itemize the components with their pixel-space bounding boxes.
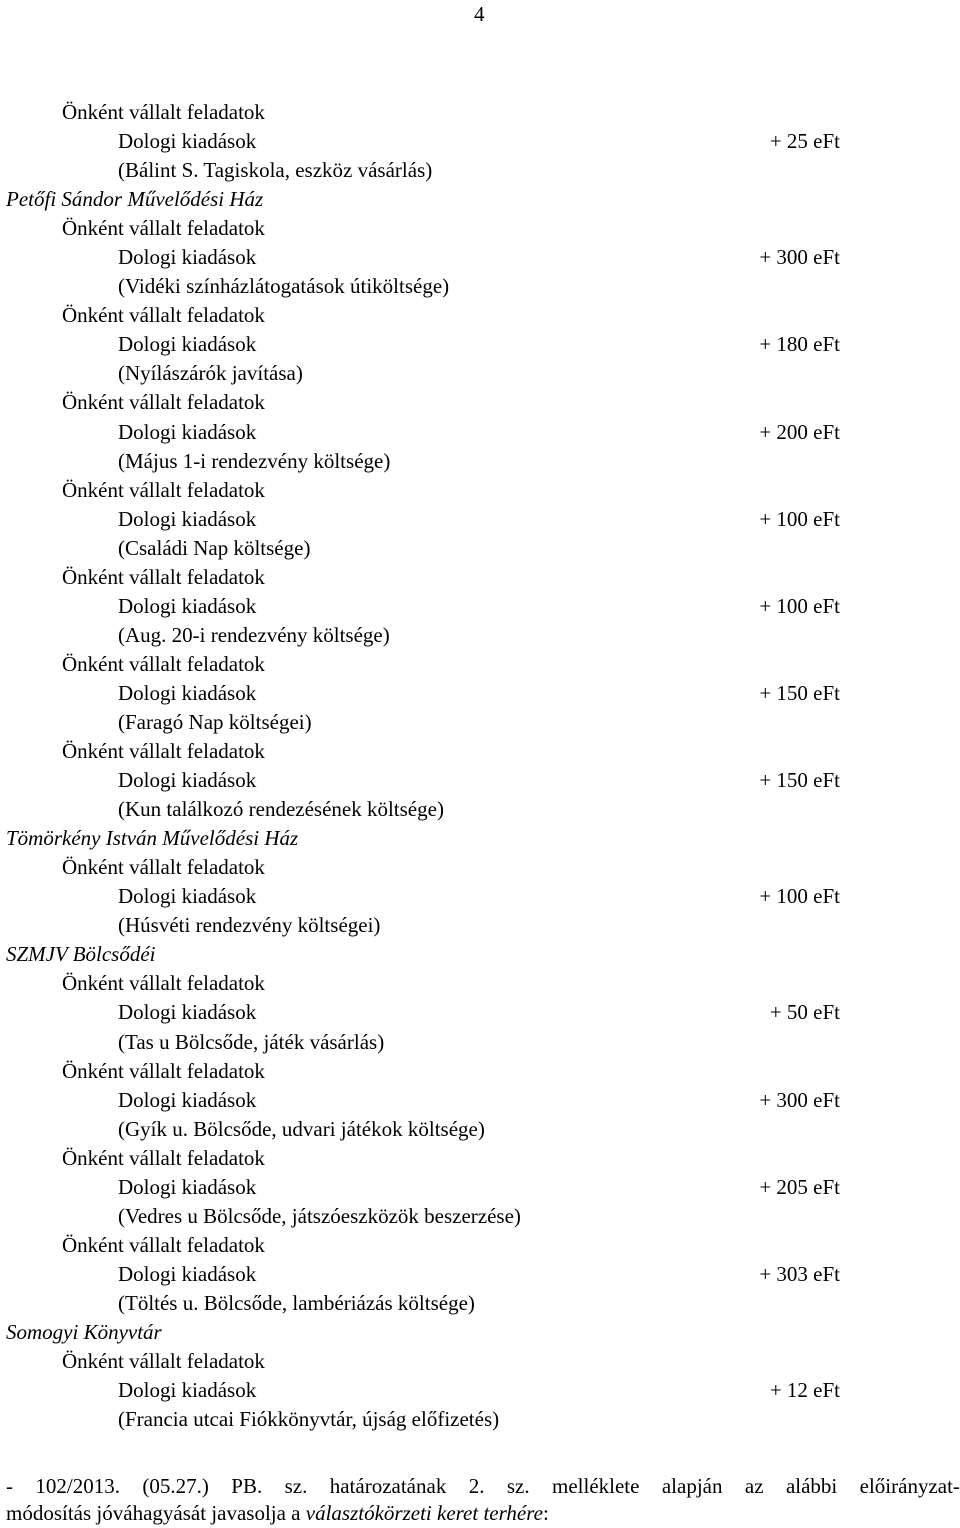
expense-description: (Gyík u. Bölcsőde, udvari játékok költsége): [118, 1116, 485, 1141]
expense-amount: + 100 eFt: [759, 506, 840, 531]
footer-word: az: [744, 1474, 764, 1498]
footer-line-1: [6, 1472, 960, 1499]
expense-description: (Bálint S. Tagiskola, eszköz vásárlás): [118, 158, 433, 183]
expense-type: Dologi kiadások: [118, 884, 257, 909]
expense-amount: + 50 eFt: [769, 1000, 840, 1025]
footer-word: sz.: [284, 1474, 308, 1498]
task-category: Önként vállalt feladatok: [62, 216, 265, 241]
entry-row-note: [0, 534, 960, 563]
expense-description: (Húsvéti rendezvény költségei): [118, 913, 381, 938]
entry-row-task: [0, 563, 960, 592]
entry-row-org: [0, 824, 960, 853]
entry-row-item: [0, 127, 960, 156]
expense-amount: + 180 eFt: [759, 332, 840, 357]
task-category: Önként vállalt feladatok: [62, 1145, 265, 1170]
expense-description: (Kun találkozó rendezésének költsége): [118, 797, 444, 822]
entry-row-task: [0, 853, 960, 882]
expense-type: Dologi kiadások: [118, 593, 257, 618]
entry-row-task: [0, 388, 960, 417]
expense-type: Dologi kiadások: [118, 332, 257, 357]
entry-row-task: [0, 214, 960, 243]
entry-row-task: [0, 301, 960, 330]
expense-description: (Francia utcai Fiókkönyvtár, újság előfizetés): [118, 1407, 500, 1432]
expense-description: (Aug. 20-i rendezvény költsége): [118, 622, 390, 647]
entry-row-task: [0, 737, 960, 766]
entry-row-note: [0, 708, 960, 737]
expense-amount: + 100 eFt: [759, 593, 840, 618]
expense-type: Dologi kiadások: [118, 245, 257, 270]
expense-type: Dologi kiadások: [118, 129, 257, 154]
expense-description: (Töltés u. Bölcsőde, lambériázás költsége): [118, 1290, 475, 1315]
task-category: Önként vállalt feladatok: [62, 739, 265, 764]
entry-row-note: [0, 1405, 960, 1434]
entry-row-item: [0, 1376, 960, 1405]
footer-line-2-plain: módosítás jóváhagyását javasolja a: [6, 1501, 306, 1525]
budget-entry-list: [0, 98, 960, 1434]
entry-row-note: [0, 1115, 960, 1144]
footer-word: 2.: [468, 1474, 485, 1498]
footer-word: sz.: [506, 1474, 530, 1498]
entry-row-note: [0, 795, 960, 824]
entry-row-task: [0, 1144, 960, 1173]
entry-row-item: [0, 1260, 960, 1289]
entry-row-task: [0, 476, 960, 505]
page-number: 4: [474, 2, 485, 26]
entry-row-task: [0, 969, 960, 998]
entry-row-note: [0, 1289, 960, 1318]
expense-amount: + 100 eFt: [759, 884, 840, 909]
expense-amount: + 150 eFt: [759, 768, 840, 793]
footer-word: alapján: [661, 1474, 723, 1498]
entry-row-item: [0, 330, 960, 359]
entry-row-item: [0, 592, 960, 621]
expense-description: (Családi Nap költsége): [118, 535, 311, 560]
footer-word: alábbi: [785, 1474, 838, 1498]
expense-amount: + 205 eFt: [759, 1174, 840, 1199]
task-category: Önként vállalt feladatok: [62, 1058, 265, 1083]
entry-row-note: [0, 1028, 960, 1057]
expense-amount: + 25 eFt: [769, 129, 840, 154]
institution-name: Somogyi Könyvtár: [6, 1319, 162, 1344]
entry-row-org: [0, 1318, 960, 1347]
expense-description: (Vedres u Bölcsőde, játszóeszközök beszerzése): [118, 1203, 521, 1228]
footer-word: 102/2013.: [35, 1474, 120, 1498]
expense-amount: + 12 eFt: [769, 1378, 840, 1403]
footer-word: (05.27.): [142, 1474, 209, 1498]
entry-row-item: [0, 679, 960, 708]
expense-description: (Faragó Nap költségei): [118, 709, 312, 734]
entry-row-item: [0, 882, 960, 911]
expense-type: Dologi kiadások: [118, 768, 257, 793]
expense-amount: + 150 eFt: [759, 680, 840, 705]
expense-amount: + 300 eFt: [759, 1087, 840, 1112]
task-category: Önként vállalt feladatok: [62, 390, 265, 415]
entry-row-task: [0, 1347, 960, 1376]
entry-row-item: [0, 1173, 960, 1202]
expense-amount: + 300 eFt: [759, 245, 840, 270]
expense-type: Dologi kiadások: [118, 1087, 257, 1112]
entry-row-item: [0, 505, 960, 534]
institution-name: Petőfi Sándor Művelődési Ház: [6, 187, 264, 212]
expense-amount: + 303 eFt: [759, 1261, 840, 1286]
expense-type: Dologi kiadások: [118, 1261, 257, 1286]
footer-text: [6, 1472, 960, 1526]
expense-description: (Vidéki színházlátogatások útiköltsége): [118, 274, 450, 299]
entry-row-note: [0, 911, 960, 940]
entry-row-note: [0, 156, 960, 185]
task-category: Önként vállalt feladatok: [62, 303, 265, 328]
task-category: Önként vállalt feladatok: [62, 1349, 265, 1374]
task-category: Önként vállalt feladatok: [62, 477, 265, 502]
entry-row-item: [0, 418, 960, 447]
footer-word: határozatának: [329, 1474, 447, 1498]
footer-word: -: [6, 1474, 13, 1498]
entry-row-item: [0, 243, 960, 272]
entry-row-note: [0, 1202, 960, 1231]
entry-row-item: [0, 998, 960, 1027]
institution-name: SZMJV Bölcsődéi: [6, 942, 156, 967]
task-category: Önként vállalt feladatok: [62, 100, 265, 124]
footer-word: PB.: [231, 1474, 263, 1498]
expense-description: (Május 1-i rendezvény költsége): [118, 448, 391, 473]
task-category: Önként vállalt feladatok: [62, 1232, 265, 1257]
entry-row-note: [0, 447, 960, 476]
expense-type: Dologi kiadások: [118, 680, 257, 705]
task-category: Önként vállalt feladatok: [62, 855, 265, 880]
footer-word: előirányzat-: [859, 1474, 960, 1498]
entry-row-task: [0, 98, 960, 127]
expense-type: Dologi kiadások: [118, 419, 257, 444]
expense-amount: + 200 eFt: [759, 419, 840, 444]
entry-row-task: [0, 650, 960, 679]
footer-line-2: [6, 1499, 960, 1526]
entry-row-note: [0, 621, 960, 650]
entry-row-item: [0, 766, 960, 795]
task-category: Önként vállalt feladatok: [62, 564, 265, 589]
entry-row-note: [0, 272, 960, 301]
footer-word: melléklete: [552, 1474, 640, 1498]
expense-type: Dologi kiadások: [118, 1378, 257, 1403]
entry-row-task: [0, 1057, 960, 1086]
expense-type: Dologi kiadások: [118, 1000, 257, 1025]
expense-description: (Tas u Bölcsőde, játék vásárlás): [118, 1029, 385, 1054]
expense-description: (Nyílászárók javítása): [118, 361, 303, 386]
entry-row-org: [0, 940, 960, 969]
entry-row-item: [0, 1086, 960, 1115]
footer-line-2-end: :: [542, 1501, 549, 1525]
expense-type: Dologi kiadások: [118, 1174, 257, 1199]
task-category: Önként vállalt feladatok: [62, 651, 265, 676]
expense-type: Dologi kiadások: [118, 506, 257, 531]
entry-row-note: [0, 359, 960, 388]
entry-row-task: [0, 1231, 960, 1260]
institution-name: Tömörkény István Művelődési Ház: [6, 826, 299, 851]
entry-row-org: [0, 185, 960, 214]
task-category: Önként vállalt feladatok: [62, 971, 265, 996]
footer-line-2-italic: választókörzeti keret terhére: [305, 1501, 543, 1525]
